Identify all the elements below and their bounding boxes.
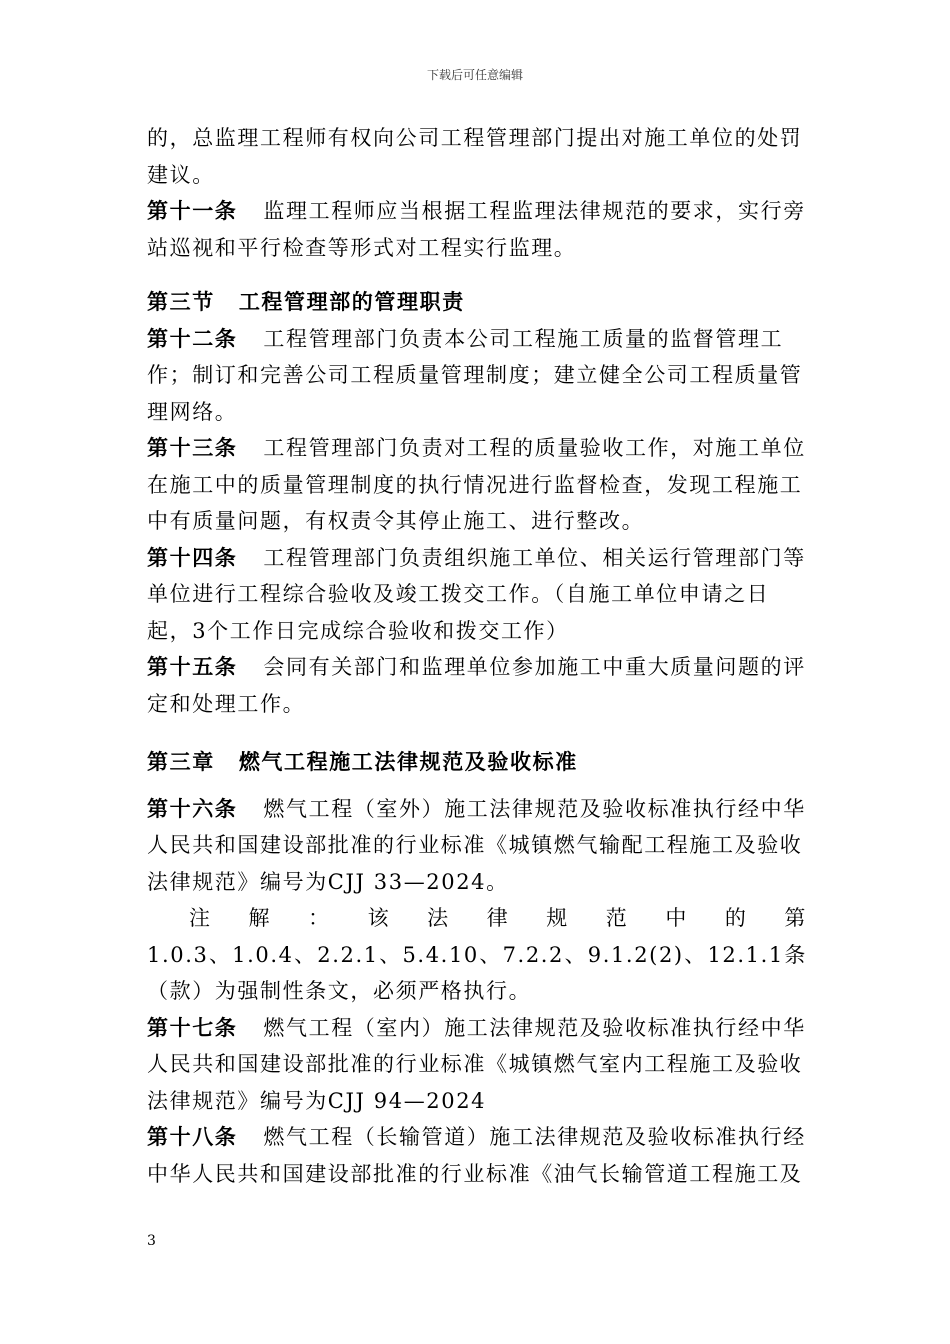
note-line-2: 1.0.3、1.0.4、2.2.1、5.4.10、7.2.2、9.1.2(2)、12.1.1条 <box>147 942 807 967</box>
article-15 <box>147 649 807 722</box>
article-13 <box>147 430 807 540</box>
article-text: 工程管理部门负责对工程的质量验收工作，对施工单位在施工中的质量管理制度的执行情况进行监督检查，发现工程施工中有质量问题，有权责令其停止施工、进行整改。 <box>147 436 806 533</box>
article-label: 第十三条 <box>147 435 238 460</box>
note-line-1: 注 解 ： 该 法 律 规 范 中 的 第 <box>189 906 807 930</box>
article-12 <box>147 321 807 431</box>
page-header: 下载后可任意编辑 <box>426 68 523 82</box>
section-heading <box>147 284 807 321</box>
section-number: 第三节 <box>147 289 215 314</box>
chapter-title: 燃气工程施工法律规范及验收标准 <box>238 749 578 774</box>
article-17 <box>147 1010 807 1120</box>
article-label: 第十五条 <box>147 654 238 679</box>
article-label: 第十二条 <box>147 325 238 351</box>
article-text: 工程管理部门负责本公司工程施工质量的监督管理工作；制订和完善公司工程质量管理制度；建立健全公司工程质量管理网络。 <box>147 326 803 424</box>
article-text: 燃气工程（室内）施工法律规范及验收标准执行经中华人民共和国建设部批准的行业标准《城镇燃气室内工程施工及验收法律规范》编号为CJJ 94—2024 <box>147 1015 806 1113</box>
article-18 <box>147 1119 807 1192</box>
note-line-3: （款）为强制性条文，必须严格执行。 <box>147 979 532 1003</box>
article-label: 第十八条 <box>147 1124 238 1149</box>
article-label: 第十七条 <box>147 1014 238 1040</box>
document-body <box>147 120 807 1192</box>
article-text: 会同有关部门和监理单位参加施工中重大质量问题的评定和处理工作。 <box>147 655 806 716</box>
article-label: 第十六条 <box>147 795 238 821</box>
page-number: 3 <box>147 1233 156 1249</box>
chapter-heading <box>147 744 807 781</box>
article-text: 燃气工程（室外）施工法律规范及验收标准执行经中华人民共和国建设部批准的行业标准《城镇燃气输配工程施工及验收法律规范》编号为CJJ 33—2024。 <box>147 796 806 894</box>
article-14 <box>147 540 807 650</box>
article-text: 监理工程师应当根据工程监理法律规范的要求，实行旁站巡视和平行检查等形式对工程实行监理。 <box>147 199 806 260</box>
chapter-number: 第三章 <box>147 749 215 774</box>
section-title: 工程管理部的管理职责 <box>238 289 465 314</box>
paragraph-text: 的，总监理工程师有权向公司工程管理部门提出对施工单位的处罚建议。 <box>147 126 803 187</box>
article-label: 第十四条 <box>147 544 238 570</box>
article-text: 燃气工程（长输管道）施工法律规范及验收标准执行经中华人民共和国建设部批准的行业标准《油气长输管道工程施工及 <box>147 1125 806 1186</box>
paragraph-continuation <box>147 120 807 193</box>
article-label: 第十一条 <box>147 198 238 223</box>
article-16 <box>147 791 807 901</box>
article-11 <box>147 193 807 266</box>
article-text: 工程管理部门负责组织施工单位、相关运行管理部门等单位进行工程综合验收及竣工拨交工作。（自施工单位申请之日起，3个工作日完成综合验收和拨交工作） <box>147 545 806 643</box>
